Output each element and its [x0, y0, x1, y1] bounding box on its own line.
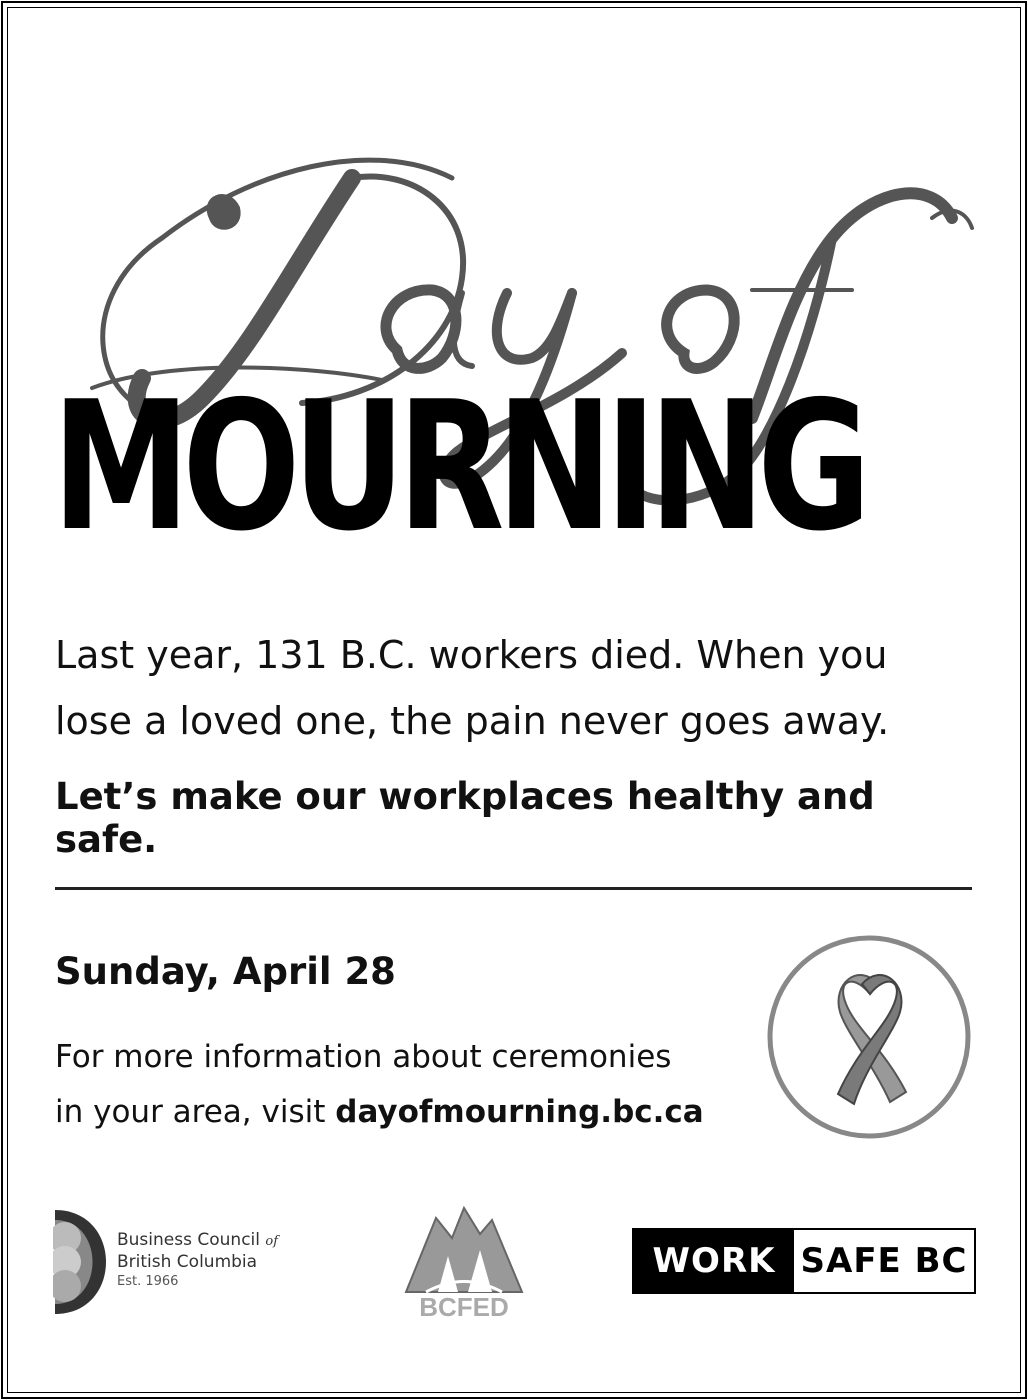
bcfed-label: BCFED: [419, 1292, 509, 1320]
worksafe-logo: [632, 1228, 976, 1294]
divider: [55, 887, 972, 890]
event-date: Sunday, April 28: [55, 950, 396, 993]
intro-line-2: lose a loved one, the pain never goes away.: [55, 699, 890, 743]
ribbon-badge: [766, 934, 972, 1140]
event-info: [55, 1030, 755, 1140]
website-link[interactable]: dayofmourning.bc.ca: [335, 1094, 704, 1130]
info-line-2-prefix: in your area, visit: [55, 1094, 336, 1130]
bcbc-logo-icon: [53, 1208, 113, 1316]
bcbc-of: of: [265, 1234, 279, 1249]
bcbc-logo: [53, 1208, 323, 1316]
worksafe-right: SAFE BC: [794, 1230, 974, 1292]
tagline: Let’s make our workplaces healthy and safe.: [55, 775, 875, 861]
info-line-2: [55, 1085, 755, 1140]
worksafe-left: WORK: [634, 1230, 794, 1292]
ribbon-icon: [766, 934, 972, 1140]
bcfed-mountain-icon: [402, 1204, 526, 1320]
main-title: MOURNING: [52, 363, 864, 570]
bcbc-line-1: Business Council: [117, 1230, 266, 1250]
info-line-1: For more information about ceremonies: [55, 1039, 672, 1075]
bcbc-text: [117, 1230, 278, 1292]
intro-line-1: Last year, 131 B.C. workers died. When you: [55, 633, 888, 677]
bcbc-line-2: British Columbia: [117, 1252, 258, 1272]
intro-paragraph: [55, 622, 975, 754]
bcfed-logo: [402, 1204, 526, 1320]
bcbc-est: Est. 1966: [117, 1274, 179, 1289]
